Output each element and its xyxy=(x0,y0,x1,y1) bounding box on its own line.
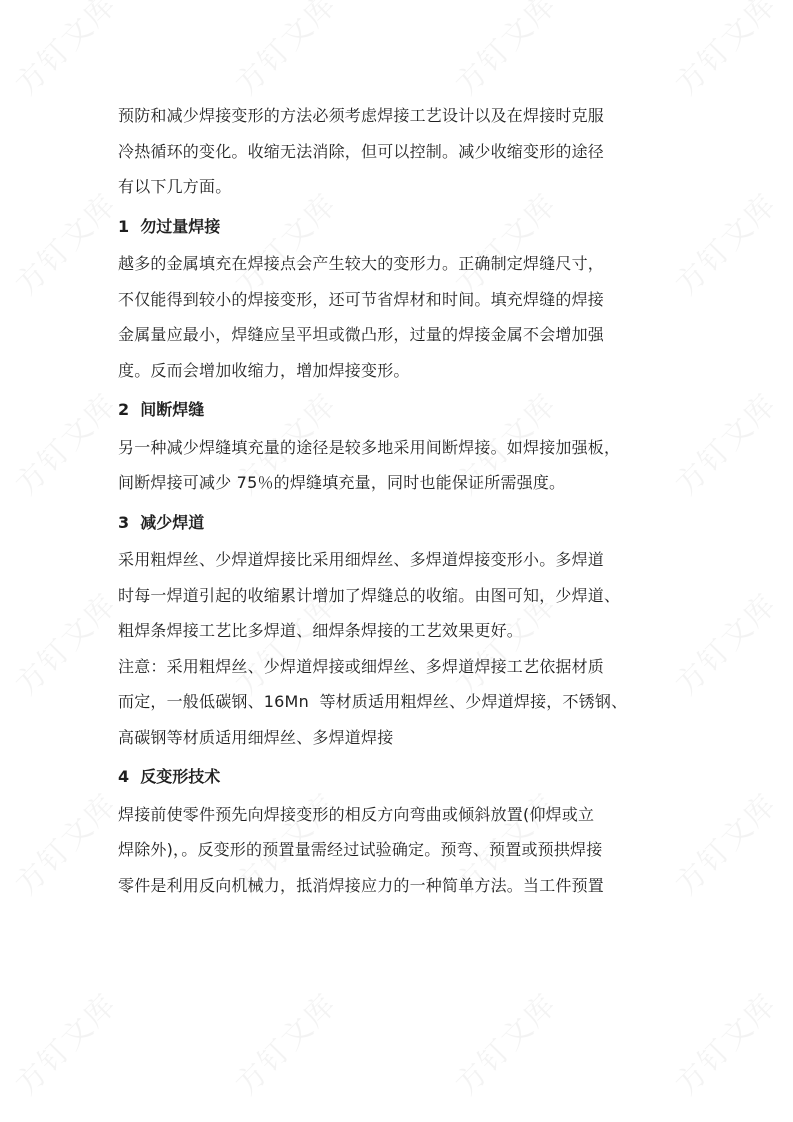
section-2-line-2: 间断焊接可减少 75％的焊缝填充量，同时也能保证所需强度。 xyxy=(118,473,566,492)
section-1-line-1: 越多的金属填充在焊接点会产生较大的变形力。正确制定焊缝尺寸， xyxy=(118,254,605,273)
section-1-line-2: 不仅能得到较小的焊接变形，还可节省焊材和时间。填充焊缝的焊接 xyxy=(118,289,605,309)
section-4-line-3: 零件是利用反向机械力，抵消焊接应力的一种简单方法。当工件预置 xyxy=(118,875,605,895)
section-4-heading: 4 反变形技术 xyxy=(118,767,221,786)
watermark-text xyxy=(3,581,125,703)
section-4-line-2: 焊除外)，。反变形的预置量需经过试验确定。预弯、预置或预拱焊接 xyxy=(118,840,603,859)
watermark-text xyxy=(663,981,785,1103)
section-3-note-line-2: 而定，一般低碳钢、16Mn 等材质适用粗焊丝、少焊道焊接，不锈钢、 xyxy=(118,692,628,711)
watermark-text xyxy=(443,981,565,1103)
watermark-text xyxy=(663,0,785,103)
watermark-text xyxy=(223,0,345,103)
section-1-line-3: 金属量应最小，焊缝应呈平坦或微凸形，过量的焊接金属不会增加强 xyxy=(118,325,605,344)
section-2-line-1: 另一种减少焊缝填充量的途径是较多地采用间断焊接。如焊接加强板， xyxy=(118,437,621,457)
document-body xyxy=(118,98,684,903)
watermark-text xyxy=(3,781,125,903)
watermark-text xyxy=(3,181,125,303)
watermark-text xyxy=(443,0,565,103)
watermark-text xyxy=(3,981,125,1103)
section-3-note-line-1: 注意：采用粗焊丝、少焊道焊接或细焊丝、多焊道焊接工艺依据材质 xyxy=(118,656,605,676)
watermark-text xyxy=(3,381,125,503)
intro-line-2: 冷热循环的变化。收缩无法消除，但可以控制。减少收缩变形的途径 xyxy=(118,141,605,161)
watermark-text xyxy=(3,0,125,103)
intro-line-3: 有以下几方面。 xyxy=(118,177,232,196)
intro-line-1: 预防和减少焊接变形的方法必须考虑焊接工艺设计以及在焊接时克服 xyxy=(118,106,605,125)
section-1-line-4: 度。反而会增加收缩力，增加焊接变形。 xyxy=(118,360,410,380)
section-2-heading: 2 间断焊缝 xyxy=(118,400,205,419)
section-3-heading: 3 减少焊道 xyxy=(118,512,205,532)
section-3-note-line-3: 高碳钢等材质适用细焊丝、多焊道焊接 xyxy=(118,727,394,747)
section-4-line-1: 焊接前使零件预先向焊接变形的相反方向弯曲或倾斜放置(仰焊或立 xyxy=(118,804,595,824)
section-3-line-3: 粗焊条焊接工艺比多焊道、细焊条焊接的工艺效果更好。 xyxy=(118,621,524,640)
section-3-line-2: 时每一焊道引起的收缩累计增加了焊缝总的收缩。由图可知，少焊道、 xyxy=(118,585,621,605)
section-1-heading: 1 勿过量焊接 xyxy=(118,216,221,236)
watermark-text xyxy=(223,981,345,1103)
section-3-line-1: 采用粗焊丝、少焊道焊接比采用细焊丝、多焊道焊接变形小。多焊道 xyxy=(118,550,605,569)
